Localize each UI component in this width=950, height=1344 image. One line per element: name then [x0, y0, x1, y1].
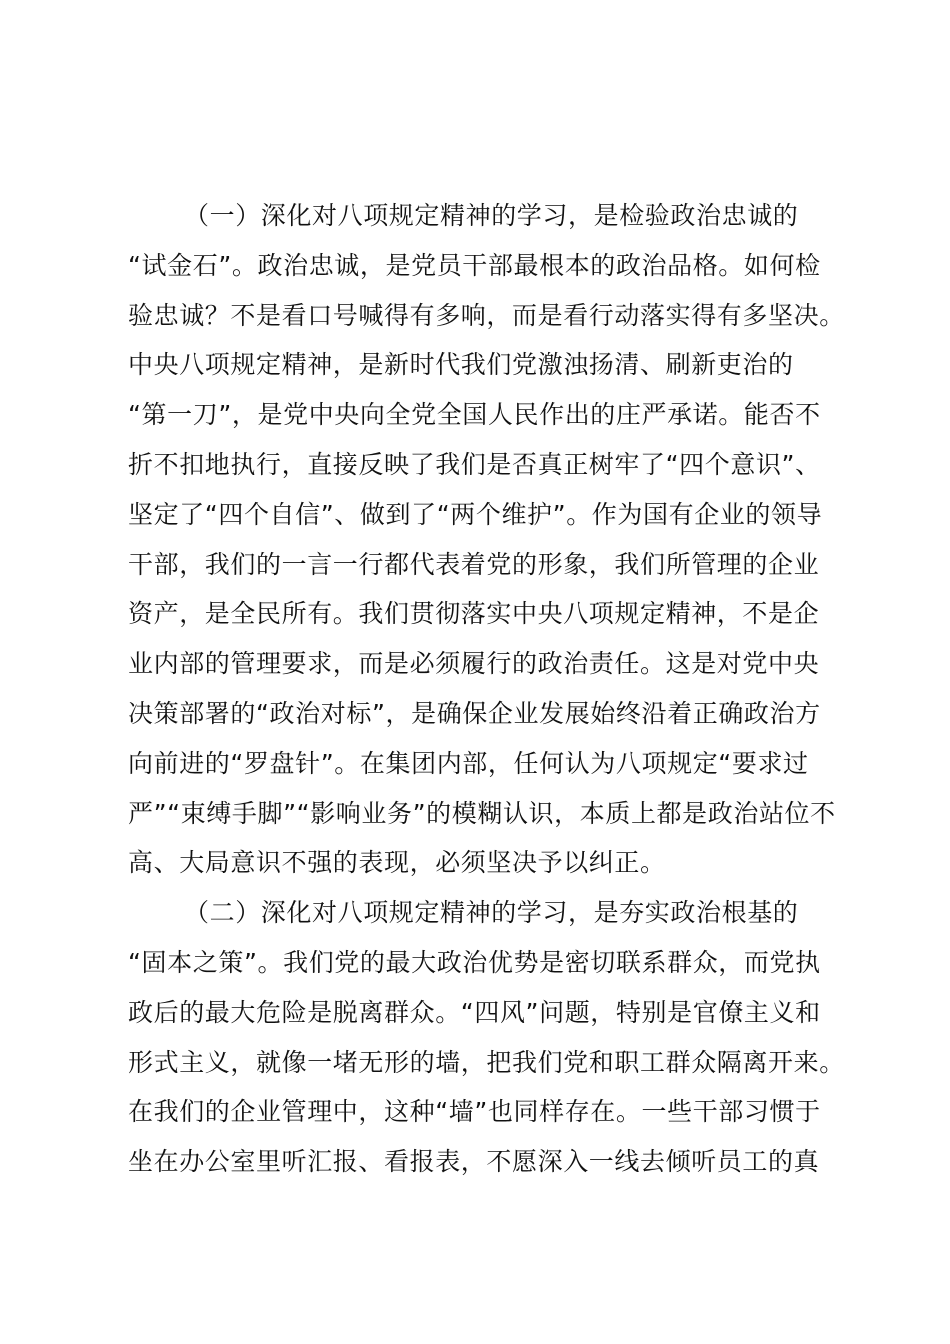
text-line: 坚定了“四个自信”、做到了“两个维护”。作为国有企业的领导: [128, 499, 823, 529]
text-line: 向前进的“罗盘针”。在集团内部，任何认为八项规定“要求过: [128, 748, 809, 778]
text-line: 在我们的企业管理中，这种“墙”也同样存在。一些干部习惯于: [128, 1097, 821, 1127]
text-line: 折不扣地执行，直接反映了我们是否真正树牢了“四个意识”、: [128, 449, 821, 479]
text-line: 形式主义，就像一堵无形的墙，把我们党和职工群众隔离开来。: [128, 1047, 845, 1077]
text-line: 验忠诚？不是看口号喊得有多响，而是看行动落实得有多坚决。: [128, 300, 845, 330]
paragraph-1-heading-line: （一）深化对八项规定精神的学习，是检验政治忠诚的: [184, 201, 799, 230]
text-line: 业内部的管理要求，而是必须履行的政治责任。这是对党中央: [128, 649, 820, 679]
text-line: 高、大局意识不强的表现，必须坚决予以纠正。: [128, 848, 666, 878]
text-line: 坐在办公室里听汇报、看报表，不愿深入一线去倾听员工的真: [128, 1147, 820, 1177]
body-text: [128, 191, 845, 1187]
text-line: 资产，是全民所有。我们贯彻落实中央八项规定精神，不是企: [128, 599, 820, 629]
text-line: 严”“束缚手脚”“影响业务”的模糊认识，本质上都是政治站位不: [128, 798, 836, 828]
text-line: “试金石”。政治忠诚，是党员干部最根本的政治品格。如何检: [128, 250, 821, 280]
text-line: 干部，我们的一言一行都代表着党的形象，我们所管理的企业: [128, 549, 820, 579]
text-line: 决策部署的“政治对标”，是确保企业发展始终沿着正确政治方: [128, 698, 821, 728]
paragraph-2-heading-line: （二）深化对八项规定精神的学习，是夯实政治根基的: [184, 898, 799, 928]
text-line: 中央八项规定精神，是新时代我们党激浊扬清、刷新吏治的: [128, 350, 794, 380]
text-line: “固本之策”。我们党的最大政治优势是密切联系群众，而党执: [128, 947, 821, 977]
text-line: “第一刀”，是党中央向全党全国人民作出的庄严承诺。能否不: [128, 400, 821, 430]
text-line: 政后的最大危险是脱离群众。“四风”问题，特别是官僚主义和: [128, 997, 821, 1027]
